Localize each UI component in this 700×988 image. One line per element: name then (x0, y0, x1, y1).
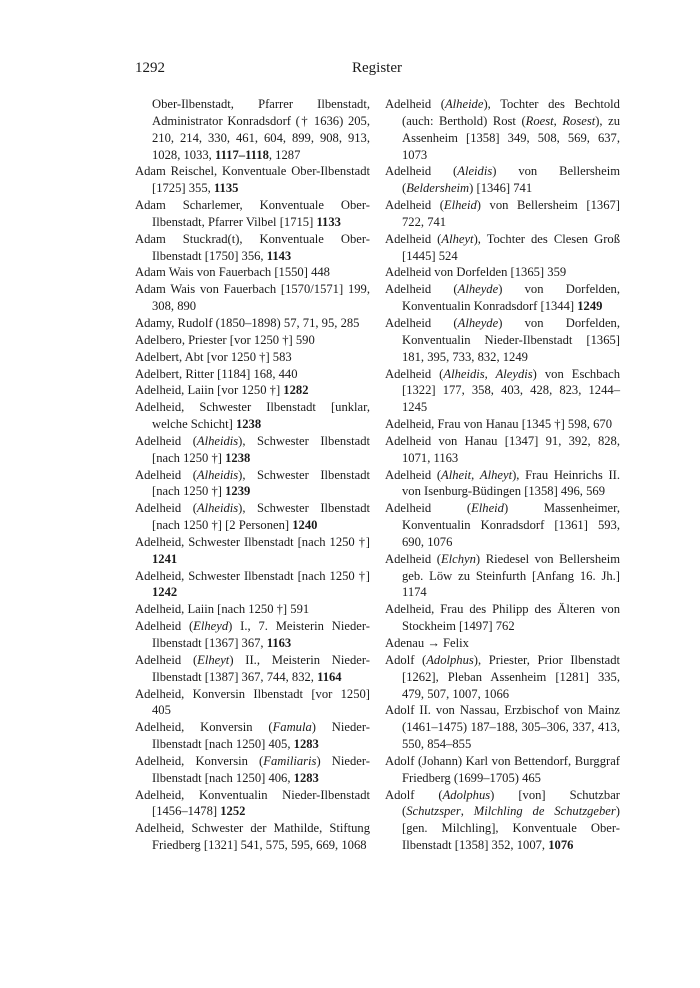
entry-italic-variant: Alheyt (441, 231, 474, 246)
entry-text: Adelheid, Konventualin Nieder-Ilbenstadt [1456–1478] (135, 787, 370, 819)
entry-text: Adelheid, Frau von Hanau [1345 †] 598, 670 (385, 417, 612, 432)
entry-text: ) von Dorfelden, Konventualin Nieder-Ilbenstadt [1365] 181, 395, 733, 832, 1249 (402, 315, 620, 364)
entry-text: Adelheid, Frau des Philipp des Älteren von Stockheim [1497] 762 (385, 602, 620, 634)
entry-text: Adelheid, Laiin [vor 1250 †] (135, 383, 284, 398)
entry-text: Adam Wais von Fauerbach [1570/1571] 199, 308, 890 (135, 282, 370, 314)
index-entry (135, 467, 370, 501)
entry-text: Adelheid ( (385, 231, 442, 246)
index-entry (135, 568, 370, 602)
entry-text: ) II., Meisterin Nieder-Ilbenstadt [1387] 367, 744, 832, (152, 652, 370, 684)
entry-text: Adelheid ( (385, 198, 444, 213)
entry-text: Adelheid, Schwester Ilbenstadt [nach 1250 †] (135, 568, 370, 583)
entry-italic-variant: Alheit (441, 467, 472, 482)
entry-bold-ref: 1143 (266, 248, 292, 263)
entry-text: Adelheid, Laiin [nach 1250 †] 591 (135, 602, 310, 617)
entry-text: Adelheid ( (385, 467, 442, 482)
index-entry (135, 281, 370, 315)
index-entry (385, 163, 620, 197)
entry-italic-variant: Familiaris (263, 753, 317, 768)
index-entry (135, 753, 370, 787)
entry-italic-variant: Elchyn (440, 551, 476, 566)
entry-text: , (460, 804, 474, 819)
entry-text: ) von Dorfelden, Konventualin Konradsdorf [1344] (402, 282, 620, 314)
entry-italic-variant: Alheidis (196, 467, 239, 482)
entry-text: ) [1346] 741 (469, 181, 533, 196)
entry-italic-variant: Alheide (444, 97, 484, 111)
page-number: 1292 (135, 60, 165, 76)
entry-text: Adelheid ( (385, 164, 458, 179)
entry-text: ), Schwester Ilbenstadt [nach 1250 †] (152, 433, 370, 465)
entry-text: ) Riedesel von Bellersheim geb. Löw zu Steinfurth [Anfang 16. Jh.] 1174 (402, 551, 620, 600)
index-entry (135, 399, 370, 433)
index-entry (385, 281, 620, 315)
index-entry (135, 820, 370, 854)
index-entry (135, 231, 370, 265)
entry-text: ) von Bellersheim [1367] 722, 741 (402, 198, 620, 229)
index-entry (135, 686, 370, 720)
index-entry (385, 433, 620, 467)
entry-text: Adelheid von Dorfelden [1365] 359 (385, 265, 567, 280)
index-entry (135, 366, 370, 383)
index-entry (385, 315, 620, 366)
index-entry (135, 787, 370, 821)
entry-italic-variant: Elheid (471, 501, 504, 516)
entry-bold-ref: 1283 (293, 737, 319, 752)
entry-text: , (553, 113, 563, 128)
entry-text: ), Frau Heinrichs II. von Isenburg-Büdingen [1358] 496, 569 (402, 467, 620, 499)
entry-text: Adelheid ( (385, 282, 458, 297)
index-entry (385, 467, 620, 501)
index-entry (385, 652, 620, 703)
entry-text: Adam Stuckrad(t), Konventuale Ober-Ilbenstadt [1750] 356, (135, 231, 370, 263)
entry-bold-ref: 1133 (316, 214, 341, 229)
running-head-title: Register (352, 60, 402, 76)
entry-text: Adelheid, Schwester Ilbenstadt [unklar, welche Schicht] (135, 400, 370, 432)
index-entry (135, 382, 370, 399)
entry-text: Adamy, Rudolf (1850–1898) 57, 71, 95, 285 (135, 315, 360, 330)
entry-italic-variant: Alheidis (196, 501, 239, 516)
entry-text: Adelheid von Hanau [1347] 91, 392, 828, 1071, 1163 (385, 433, 620, 465)
entry-italic-variant: Beldersheim (406, 181, 470, 196)
entry-text: ), Tochter des Clesen Groß [1445] 524 (402, 231, 620, 263)
index-entry (135, 652, 370, 686)
entry-text: ), Priester, Prior Ilbenstadt [1262], Pleban Assenheim [1281] 335, 479, 507, 1007, 1066 (402, 652, 620, 701)
entry-text: Adenau → Felix (385, 636, 469, 650)
entry-italic-variant: Elheyt (197, 652, 230, 667)
entry-bold-ref: 1241 (152, 551, 178, 566)
index-entry (385, 787, 620, 854)
index-entry (385, 366, 620, 417)
entry-text: ) von Bellersheim ( (402, 164, 620, 196)
index-entry (385, 635, 620, 652)
entry-text: Adelheid, Konversin Ilbenstadt [vor 1250] 405 (135, 686, 370, 718)
entry-italic-variant: Roest (525, 113, 554, 128)
index-entry (135, 433, 370, 467)
index-entry (135, 500, 370, 534)
entry-bold-ref: 1117–1118 (214, 147, 269, 162)
entry-text: Adelheid, Konversin ( (135, 720, 273, 735)
index-entry (385, 753, 620, 787)
entry-text: ) Massenheimer, Konventualin Konradsdorf [1361] 593, 690, 1076 (402, 501, 620, 549)
entry-italic-variant: Alheyde (457, 282, 499, 297)
entry-text: Adolf ( (385, 652, 427, 667)
entry-italic-variant: Milchling de Schutzgeber (473, 804, 616, 819)
index-entry (135, 264, 370, 281)
entry-bold-ref: 1238 (235, 417, 262, 432)
entry-text: Adelheid, Schwester Ilbenstadt [nach 1250 †] (135, 534, 370, 549)
left-column (135, 96, 370, 854)
entry-bold-ref: 1239 (225, 484, 251, 499)
entry-bold-ref: 1076 (548, 838, 574, 853)
index-entry (135, 618, 370, 652)
entry-text: ) [gen. Milchling], Konventuale Ober-Ilbenstadt [1358] 352, 1007, (402, 804, 620, 853)
entry-italic-variant: Alheyt (479, 467, 513, 482)
index-entry (385, 197, 620, 231)
entry-text: Adelheid ( (135, 501, 197, 516)
entry-italic-variant: Elheid (443, 198, 477, 213)
entry-text: Adelheid, Konversin ( (135, 753, 264, 768)
entry-text: ) [von] Schutzbar ( (402, 787, 620, 819)
entry-text: Adelheid ( (385, 315, 458, 330)
entry-italic-variant: Adolphus (426, 652, 474, 667)
entry-text: Adelheid ( (135, 467, 197, 482)
entry-text: Adam Scharlemer, Konventuale Ober-Ilbenstadt, Pfarrer Vilbel [1715] (135, 198, 370, 229)
entry-text: Adelheid ( (385, 551, 441, 566)
entry-bold-ref: 1164 (317, 669, 342, 684)
entry-bold-ref: 1238 (225, 450, 251, 465)
entry-bold-ref: 1283 (293, 770, 319, 785)
entry-text: Adelheid ( (135, 433, 197, 448)
entry-italic-variant: Adolphus (442, 787, 491, 802)
index-entry (135, 332, 370, 349)
index-entry (385, 96, 620, 163)
entry-bold-ref: 1242 (152, 585, 178, 600)
index-entry (385, 231, 620, 265)
entry-text: Adelheid ( (135, 652, 198, 667)
entry-text: Adelheid ( (135, 619, 194, 634)
index-entry (385, 702, 620, 753)
entry-text: Adelheid, Schwester der Mathilde, Stiftung Friedberg [1321] 541, 575, 595, 669, 1068 (135, 821, 370, 853)
entry-text: ), Schwester Ilbenstadt [nach 1250 †] [2 Personen] (152, 501, 370, 533)
entry-text: Adam Reischel, Konventuale Ober-Ilbenstadt [1725] 355, (135, 164, 370, 196)
entry-text: Adelheid ( (385, 97, 445, 111)
page-header (135, 60, 619, 82)
entry-text: Adolf II. von Nassau, Erzbischof von Mainz (1461–1475) 187–188, 305–306, 337, 413, 550, 854–855 (385, 703, 620, 752)
index-entry (135, 96, 370, 163)
entry-bold-ref: 1240 (292, 518, 318, 533)
index-entry (135, 719, 370, 753)
index-entry (135, 534, 370, 568)
index-entry (135, 349, 370, 366)
entry-text: , (471, 467, 480, 482)
entry-italic-variant: Aleidis (457, 164, 493, 179)
index-entry (135, 601, 370, 618)
index-entry (135, 315, 370, 332)
entry-bold-ref: 1163 (266, 636, 292, 650)
entry-text: Adelheid ( (385, 501, 472, 516)
entry-italic-variant: Alheidis, Aleydis (443, 366, 533, 381)
entry-text: Adelbero, Priester [vor 1250 †] 590 (135, 332, 315, 347)
entry-bold-ref: 1282 (283, 383, 309, 398)
entry-text: ), zu Assenheim [1358] 349, 508, 569, 637, 1073 (402, 113, 621, 162)
index-entry (385, 500, 620, 551)
entry-text: Adam Wais von Fauerbach [1550] 448 (135, 265, 330, 280)
entry-bold-ref: 1252 (220, 804, 246, 819)
entry-italic-variant: Rosest (562, 113, 596, 128)
entry-text: Adolf ( (385, 787, 443, 802)
entry-text: Adolf (Johann) Karl von Bettendorf, Burggraf Friedberg (1699–1705) 465 (385, 753, 620, 785)
entry-text: Ober-Ilbenstadt, Pfarrer Ilbenstadt, Administrator Konradsdorf († 1636) 205, 210, 214, 330, 461, 604, 899, 908, 913, 1028, 1033, (152, 97, 370, 162)
entry-italic-variant: Schutzsper (406, 804, 461, 819)
index-entry (385, 601, 620, 635)
index-entry (385, 416, 620, 433)
entry-italic-variant: Alheidis (196, 433, 239, 448)
right-column (385, 96, 620, 854)
entry-text: Adelbert, Ritter [1184] 168, 440 (135, 366, 298, 381)
entry-text: ) von Eschbach [1322] 177, 358, 403, 428, 823, 1244–1245 (402, 366, 621, 415)
entry-bold-ref: 1135 (213, 181, 239, 196)
entry-text: ) I., 7. Meisterin Nieder-Ilbenstadt [1367] 367, (152, 619, 370, 650)
entry-text: ) Nieder-Ilbenstadt [nach 1250] 405, (152, 720, 370, 752)
entry-italic-variant: Alheyde (457, 315, 499, 330)
index-entry (385, 551, 620, 602)
index-entry (135, 197, 370, 231)
entry-italic-variant: Elheyd (193, 619, 229, 634)
entry-italic-variant: Famula (272, 720, 312, 735)
entry-text: ), Schwester Ilbenstadt [nach 1250 †] (152, 467, 370, 499)
entry-text: ), Tochter des Bechtold (auch: Berthold) Rost ( (402, 97, 620, 128)
entry-text: Adelbert, Abt [vor 1250 †] 583 (135, 349, 292, 364)
index-entry (135, 163, 370, 197)
entry-text: , 1287 (268, 147, 301, 162)
entry-text: ) Nieder-Ilbenstadt [nach 1250] 406, (152, 753, 370, 785)
entry-bold-ref: 1249 (577, 299, 603, 314)
entry-text: Adelheid ( (385, 366, 444, 381)
index-entry (385, 264, 620, 281)
